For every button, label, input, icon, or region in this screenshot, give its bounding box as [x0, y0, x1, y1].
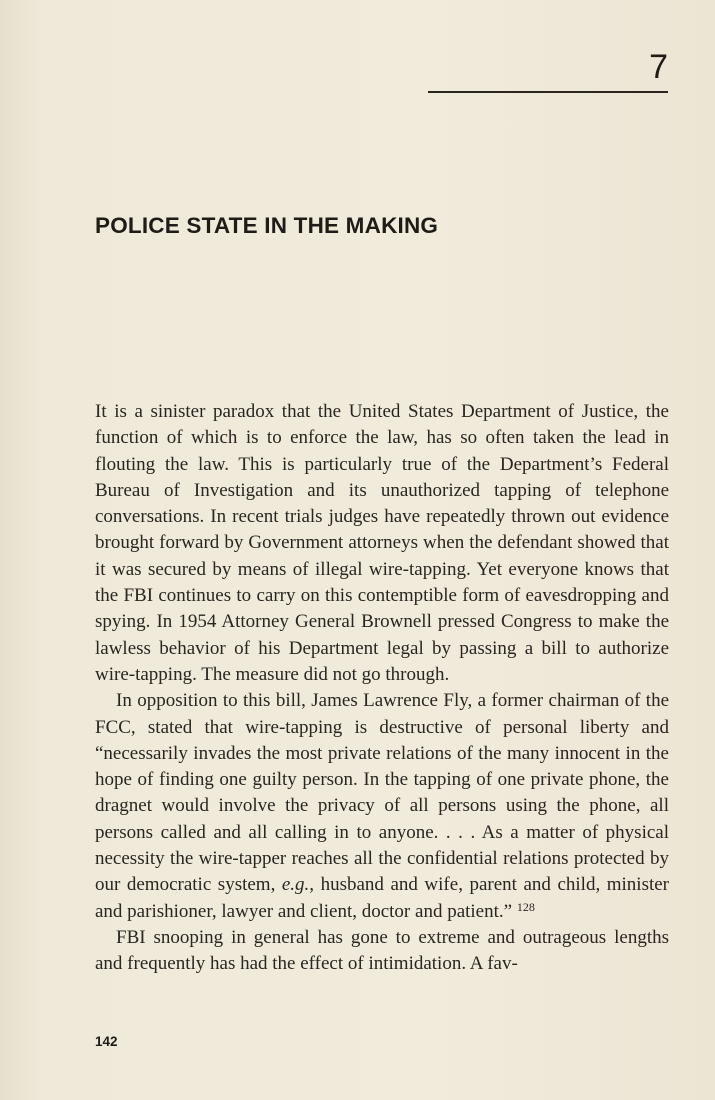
chapter-rule: [428, 91, 668, 93]
paragraph-2-text-end: husband and wife, parent and child, minister and parishioner, lawyer and client, doctor and patient.”: [95, 874, 670, 922]
body-text: [95, 399, 669, 978]
paragraph-3: FBI snooping in general has gone to extreme and outrageous lengths and frequently has had the effect of intimidation. A fav-: [95, 926, 669, 975]
paragraph-1: It is a sinister paradox that the United States Department of Justice, the function of which is to enforce the law, has so often taken the lead in flouting the law. This is particularly true of the Department’s Federal Bureau of Investigation and its unauthorized tapping of telephone conversations. In recent trials judges have repeatedly thrown out evidence brought forward by Government attorneys when the defendant showed that it was secured by means of illegal wire-tapping. Yet everyone knows that the FBI continues to carry on this contemptible form of eavesdropping and spying. In 1954 Attorney General Brownell pressed Congress to make the lawless behavior of his Department legal by passing a bill to authorize wire-tapping. The measure did not go through.: [95, 401, 669, 685]
footnote-reference: 128: [516, 899, 535, 914]
page-number: 142: [95, 1034, 118, 1049]
paragraph-2-emphasis: e.g.,: [281, 874, 315, 896]
paragraph-2: [95, 688, 669, 925]
paragraph-2-text: In opposition to this bill, James Lawrence Fly, a former chairman of the FCC, stated that wire-tapping is destructive of personal liberty and “necessarily invades the most private relations of the many innocent in the hope of finding one guilty person. In the tapping of one private phone, the dragnet would involve the privacy of all persons using the phone, all persons called and all calling in to anyone. . . . As a matter of physical necessity the wire-tapper reaches all the confidential relations protected by our democratic system,: [95, 690, 669, 896]
chapter-title: POLICE STATE IN THE MAKING: [95, 213, 439, 238]
chapter-number: 7: [649, 48, 668, 86]
